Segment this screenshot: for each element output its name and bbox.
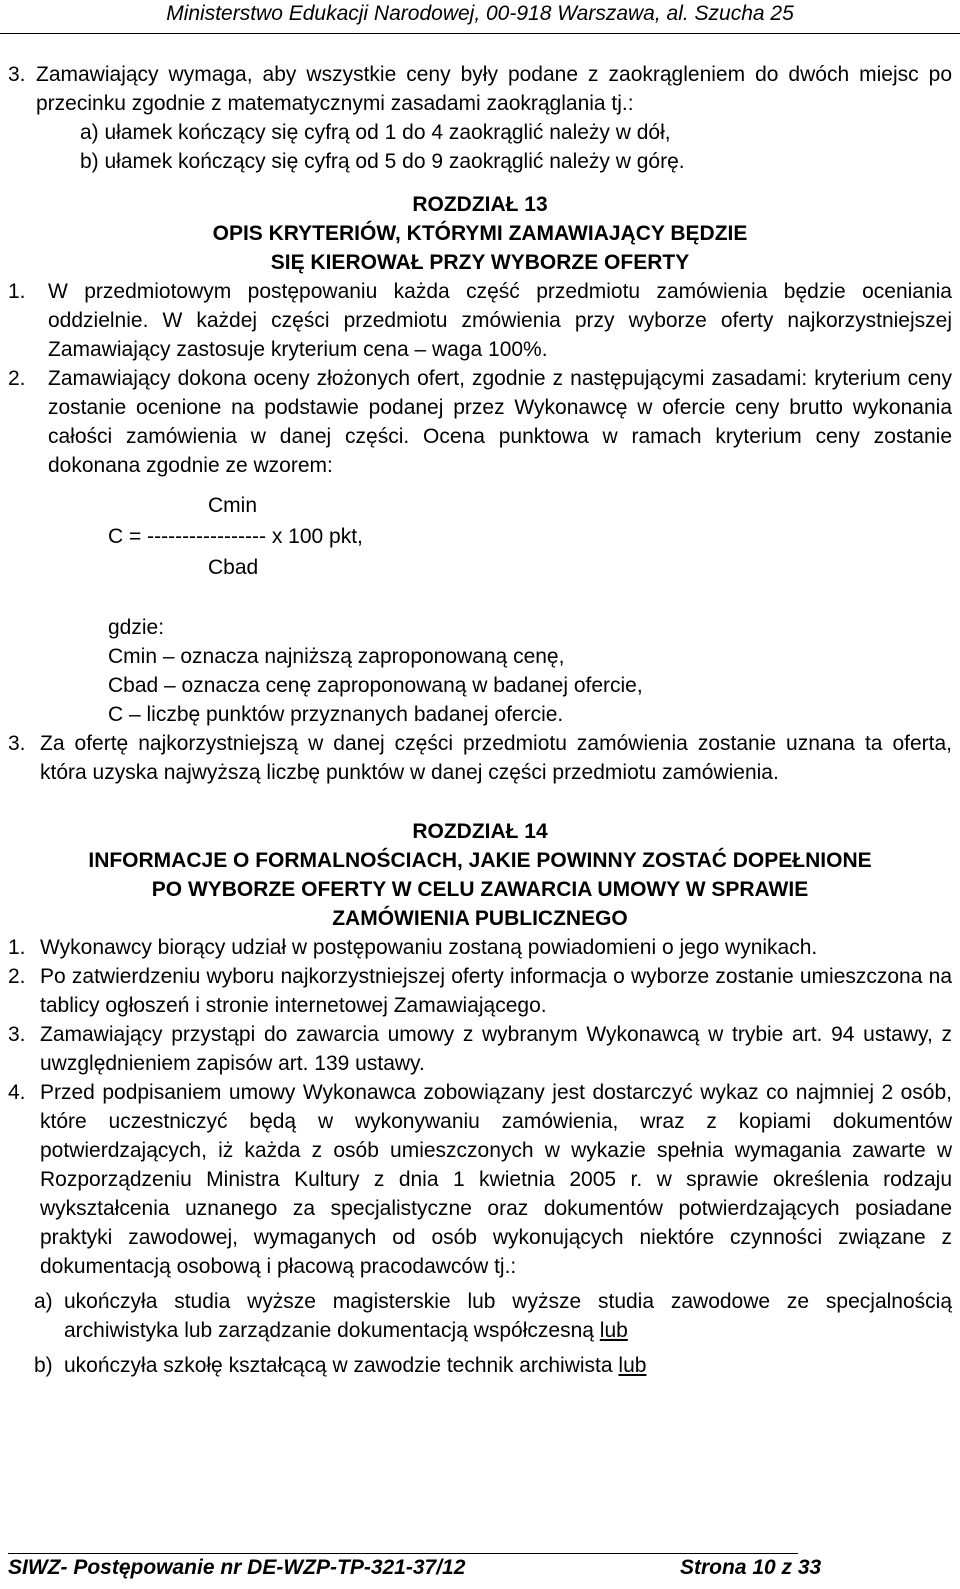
sub-item-text	[64, 1351, 952, 1380]
document-body	[8, 60, 952, 1380]
ch14-sub-item-b	[8, 1351, 952, 1380]
legend-c: C – liczbę punktów przyznanych badanej ofercie.	[108, 703, 564, 726]
page-header: Ministerstwo Edukacji Narodowej, 00-918 Warszawa, al. Szucha 25	[166, 2, 794, 25]
footer-page-number: Strona 10 z 33	[680, 1556, 822, 1579]
chapter-13-heading-line-2: SIĘ KIEROWAŁ PRZY WYBORZE OFERTY	[270, 251, 690, 274]
paragraph-text: Za ofertę najkorzystniejszą w danej części przedmiotu zamówienia zostanie uznana ta oferta, która uzyska najwyższą liczbę punktów w danej części przedmiotu zamówienia.	[40, 732, 952, 784]
legend-label: gdzie:	[108, 616, 165, 639]
sub-item-b-tail: lub	[618, 1354, 647, 1377]
sub-item-b-text: ukończyła szkołę kształcącą w zawodzie technik archiwista	[64, 1354, 613, 1377]
sub-item-a-tail: lub	[599, 1319, 628, 1342]
list-number: 1.	[8, 936, 26, 959]
intro-paragraph	[8, 60, 952, 118]
ch14-item-4	[8, 1078, 952, 1281]
list-number: 4.	[8, 1081, 26, 1104]
footer-reference: SIWZ- Postępowanie nr DE-WZP-TP-321-37/12	[8, 1556, 466, 1579]
paragraph-text: Zamawiający wymaga, aby wszystkie ceny były podane z zaokrągleniem do dwóch miejsc po przecinku zgodnie z matematycznymi zasadami zaokrąglania tj.:	[36, 63, 952, 115]
ch13-item-2	[8, 364, 952, 480]
paragraph-text: Przed podpisaniem umowy Wykonawca zobowiązany jest dostarczyć wykaz co najmniej 2 osób, które uczestniczyć będą w wykonywaniu zamówienia, wraz z kopiami dokumentów potwierdzających, iż każda z osób umieszczonych w wykazie spełnia wymagania zawarte w Rozporządzeniu Ministra Kultury z dnia 1 kwietnia 2005 r. w sprawie określenia rodzaju wykształcenia uznanego za specjalistyczne oraz dokumentów potwierdzających posiadane praktyki zawodowej, wymaganych od osób wykonujących niektóre czynności związane z dokumentacją osobową i płacową pracodawców tj.:	[40, 1081, 952, 1278]
formula-main-line: C = ----------------- x 100 pkt,	[108, 525, 363, 548]
list-number: 2.	[8, 965, 26, 988]
ch13-item-1	[8, 277, 952, 364]
list-number: 3.	[8, 1023, 26, 1046]
formula-numerator: Cmin	[208, 494, 258, 517]
paragraph-text: Po zatwierdzeniu wyboru najkorzystniejszej oferty informacja o wyborze zostanie umieszczona na tablicy ogłoszeń i stronie internetowej Zamawiającego.	[40, 965, 952, 1017]
list-letter: b)	[34, 1354, 53, 1377]
formula-legend	[108, 613, 952, 729]
ch14-item-3	[8, 1020, 952, 1078]
sub-item-text	[64, 1287, 952, 1345]
legend-cbad: Cbad – oznacza cenę zaproponowaną w badanej ofercie,	[108, 674, 643, 697]
sub-item-a-text: ukończyła studia wyższe magisterskie lub wyższe studia zawodowe ze specjalnością archiwistyka lub zarządzanie dokumentacją współczesną	[64, 1290, 952, 1342]
list-number: 1.	[8, 280, 26, 303]
header-rule	[0, 33, 960, 34]
rounding-rule-a: a) ułamek kończący się cyfrą od 1 do 4 zaokrąglić należy w dół,	[80, 121, 671, 144]
list-number: 3.	[8, 63, 26, 86]
ch14-item-2	[8, 962, 952, 1020]
ch14-item-1	[8, 933, 952, 962]
paragraph-text: Zamawiający dokona oceny złożonych ofert, zgodnie z następującymi zasadami: kryterium ceny zostanie ocenione na podstawie podanej przez Wykonawcę w ofercie ceny brutto wykonania całości zamówienia w danej części. Ocena punktowa w ramach kryterium ceny zostanie dokonana zgodnie ze wzorem:	[48, 367, 952, 477]
formula-denominator: Cbad	[208, 556, 259, 579]
chapter-13-heading-line-1: OPIS KRYTERIÓW, KTÓRYMI ZAMAWIAJĄCY BĘDZIE	[212, 222, 748, 245]
chapter-14-title: ROZDZIAŁ 14	[412, 820, 548, 843]
footer-rule	[8, 1553, 798, 1554]
paragraph-text: W przedmiotowym postępowaniu każda część przedmiotu zamówienia będzie oceniania oddzielnie. W każdej części przedmiotu zmówienia przy wyborze oferty najkorzystniejszej Zamawiający zastosuje kryterium cena – waga 100%.	[48, 280, 952, 361]
chapter-14-heading-line-1: INFORMACJE O FORMALNOŚCIACH, JAKIE POWINNY ZOSTAĆ DOPEŁNIONE	[88, 849, 872, 872]
ch14-sub-item-a	[8, 1287, 952, 1345]
list-number: 3.	[8, 732, 26, 755]
list-letter: a)	[34, 1290, 53, 1313]
price-formula	[108, 490, 952, 583]
paragraph-text: Zamawiający przystąpi do zawarcia umowy z wybranym Wykonawcą w trybie art. 94 ustawy, z uwzględnieniem zapisów art. 139 ustawy.	[40, 1023, 952, 1075]
chapter-13-title: ROZDZIAŁ 13	[412, 193, 548, 216]
paragraph-text: Wykonawcy biorący udział w postępowaniu zostaną powiadomieni o jego wynikach.	[40, 936, 818, 959]
ch13-item-3	[8, 729, 952, 787]
rounding-rule-b: b) ułamek kończący się cyfrą od 5 do 9 zaokrąglić należy w górę.	[80, 150, 685, 173]
chapter-14-heading-line-3: ZAMÓWIENIA PUBLICZNEGO	[332, 907, 628, 930]
list-number: 2.	[8, 367, 26, 390]
legend-cmin: Cmin – oznacza najniższą zaproponowaną cenę,	[108, 645, 565, 668]
chapter-14-heading-line-2: PO WYBORZE OFERTY W CELU ZAWARCIA UMOWY W SPRAWIE	[151, 878, 809, 901]
